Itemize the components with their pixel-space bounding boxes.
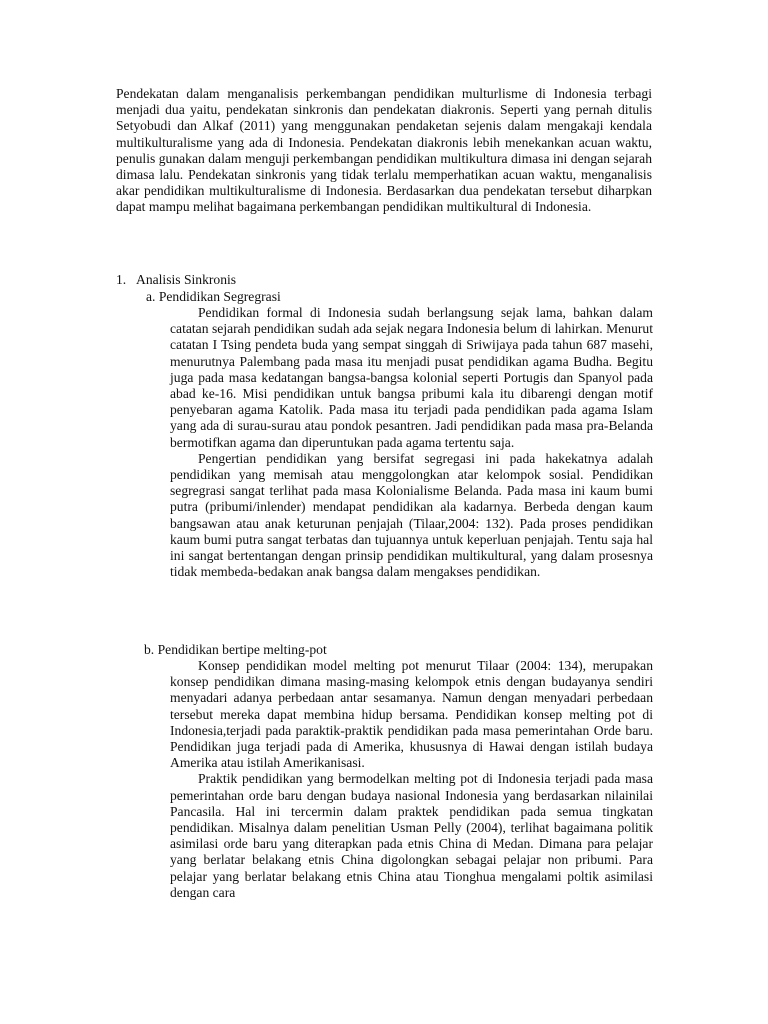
paragraph: Pendidikan formal di Indonesia sudah berlangsung sejak lama, bahkan dalam catatan sejarah pendidikan sudah ada sejak negara Indonesia belum di lahirkan. Menurut catatan I Tsing pendeta buda yang sempat singgah di Sriwijaya pada tahun 687 masehi, menurutnya Palembang pada masa itu menjadi pusat pendidikan agama Budha. Begitu juga pada masa kedatangan bangsa-bangsa kolonial seperti Portugis dan Spanyol pada abad ke-16. Misi pendidikan untuk bangsa pribumi kala itu dibarengi dengan motif penyebaran agama Katolik. Pada masa itu terjadi pada pendidikan pada agama Islam yang ada di surau-surau atau pondok pesantren. Jadi pendidikan pada masa pra-Belanda bermotifkan agama dan diperuntukan pada agama tertentu saja. — [170, 305, 653, 450]
paragraph: Pengertian pendidikan yang bersifat segregasi ini pada hakekatnya adalah pendidikan yang memisah atau menggolongkan atar kelompok sosial. Pendidikan segregrasi sangat terlihat pada masa Kolonialisme Belanda. Pada masa ini kaum bumi putra (pribumi/inlender) mendapat pendidikan ala kadarnya. Berbeda dengan kaum bangsawan atau anak keturunan penjajah (Tilaar,2004: 132). Pada proses pendidikan kaum bumi putra sangat terbatas dan tujuannya untuk keperluan penjajah. Tentu saja hal ini sangat bertentangan dengan prinsip pendidikan multikultural, yang dalam prosesnya tidak membeda-bedakan anak bangsa dalam mengakses pendidikan. — [170, 450, 653, 580]
section-title: Analisis Sinkronis — [136, 272, 237, 287]
section-heading-1 — [116, 272, 236, 288]
intro-paragraph: Pendekatan dalam menganalisis perkembangan pendidikan multurlisme di Indonesia terbagi menjadi dua yaitu, pendekatan sinkronis dan pendekatan diakronis. Seperti yang pernah ditulis Setyobudi dan Alkaf (2011) yang menggunakan pendaketan sejenis dalam mengakaji kendala multikulturalisme yang ada di Indonesia. Pendekatan diakronis lebih menekankan acuan waktu, penulis gunakan dalam menguji perkembangan pendidikan multikultura dimasa ini dengan sejarah dimasa lalu. Pendekatan sinkronis yang tidak terlalu memperhatikan acuan waktu, menganalisis akar pendidikan multikulturalisme di Indonesia. Berdasarkan dua pendekatan tersebut diharpkan dapat mampu melihat bagaimana perkembangan pendidikan multikultural di Indonesia. — [116, 86, 652, 215]
section-b-body — [170, 658, 653, 901]
paragraph: Praktik pendidikan yang bermodelkan melting pot di Indonesia terjadi pada masa pemerintahan orde baru dengan budaya nasional Indonesia yang berdasarkan nilainilai Pancasila. Hal ini tercermin dalam praktek pendidikan pada semua tingkatan pendidikan. Misalnya dalam penelitian Usman Pelly (2004), terlihat bagaimana politik asimilasi orde baru yang diterapkan pada etnis China di Medan. Dimana para pelajar yang berlatar belakang etnis China digolongkan sebagai pelajar non pribumi. Para pelajar yang berlatar belakang etnis China atau Tionghua mengalami poltik asimilasi dengan cara — [170, 771, 653, 900]
paragraph: Konsep pendidikan model melting pot menurut Tilaar (2004: 134), merupakan konsep pendidikan dimana masing-masing kelompok etnis dengan budayanya sendiri menyadari adanya perbedaan antar sesamanya. Namun dengan menyadari perbedaan tersebut mereka dapat membina hidup bersama. Pendidikan konsep melting pot di Indonesia,terjadi pada paraktik-praktik pendidikan pada masa pemerintahan Orde baru. Pendidikan juga terjadi pada di Amerika, khususnya di Hawai dengan istilah budaya Amerika atau istilah Amerikanisasi. — [170, 658, 653, 771]
section-a-body — [170, 305, 653, 580]
subheading-a: a. Pendidikan Segregrasi — [146, 289, 281, 304]
section-number: 1. — [116, 272, 127, 287]
subheading-b: b. Pendidikan bertipe melting-pot — [144, 642, 327, 657]
